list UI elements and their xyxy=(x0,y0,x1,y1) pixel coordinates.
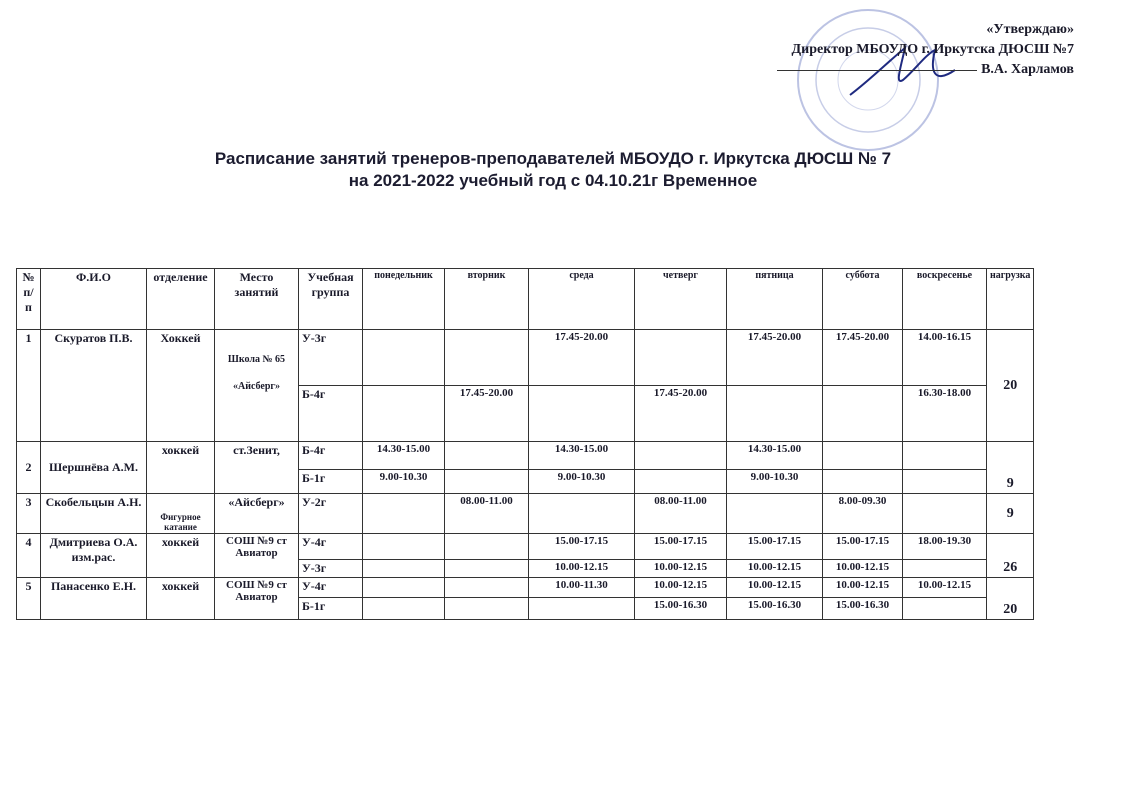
cell-wed: 14.30-15.00 xyxy=(529,442,635,470)
cell-sat: 10.00-12.15 xyxy=(823,578,903,598)
row-fio: Дмитриева О.А. изм.рас. xyxy=(41,534,147,578)
cell-sat: 10.00-12.15 xyxy=(823,560,903,578)
header-group: Учебная группа xyxy=(299,269,363,330)
cell-sun: 18.00-19.30 xyxy=(903,534,987,560)
cell-sun: 16.30-18.00 xyxy=(903,386,987,442)
cell-thu xyxy=(635,330,727,386)
cell-sat: 15.00-16.30 xyxy=(823,598,903,620)
cell-wed xyxy=(529,494,635,534)
cell-mon: 14.30-15.00 xyxy=(363,442,445,470)
cell-mon: 9.00-10.30 xyxy=(363,470,445,494)
row-place-line2: «Айсберг» xyxy=(233,381,280,392)
row-load: 9 xyxy=(987,494,1034,534)
approval-line2: Директор МБОУДО г. Иркутска ДЮСШ №7 xyxy=(791,42,1074,57)
schedule-table xyxy=(16,268,1034,620)
cell-tue xyxy=(445,330,529,386)
cell-sat xyxy=(823,386,903,442)
cell-fri: 14.30-15.00 xyxy=(727,442,823,470)
row-dept: хоккей xyxy=(147,534,215,578)
cell-sun xyxy=(903,494,987,534)
row-place: СОШ №9 ст Авиатор xyxy=(215,578,299,620)
row-load: 20 xyxy=(987,330,1034,442)
row-place: СОШ №9 ст Авиатор xyxy=(215,534,299,578)
row-place-line1: Школа № 65 xyxy=(227,354,286,365)
header-mon: понедельник xyxy=(363,269,445,330)
cell-wed: 17.45-20.00 xyxy=(529,330,635,386)
approval-line1: «Утверждаю» xyxy=(986,22,1074,37)
cell-thu: 15.00-16.30 xyxy=(635,598,727,620)
cell-thu: 17.45-20.00 xyxy=(635,386,727,442)
cell-sun xyxy=(903,560,987,578)
cell-thu: 15.00-17.15 xyxy=(635,534,727,560)
cell-sun xyxy=(903,598,987,620)
approval-block xyxy=(777,20,1074,80)
row-group: Б-4г xyxy=(299,386,363,442)
table-row xyxy=(17,494,1034,534)
cell-fri: 15.00-16.30 xyxy=(727,598,823,620)
header-fri: пятница xyxy=(727,269,823,330)
cell-fri: 10.00-12.15 xyxy=(727,578,823,598)
cell-mon xyxy=(363,494,445,534)
row-group: У-4г xyxy=(299,534,363,560)
header-load: нагрузка xyxy=(987,269,1034,330)
row-dept: Хоккей xyxy=(147,330,215,442)
cell-wed: 9.00-10.30 xyxy=(529,470,635,494)
cell-sat xyxy=(823,470,903,494)
document-title xyxy=(0,148,1126,192)
header-fio: Ф.И.О xyxy=(41,269,147,330)
row-group: У-4г xyxy=(299,578,363,598)
row-fio: Панасенко Е.Н. xyxy=(41,578,147,620)
header-tue: вторник xyxy=(445,269,529,330)
header-wed: среда xyxy=(529,269,635,330)
cell-wed: 15.00-17.15 xyxy=(529,534,635,560)
row-dept: хоккей xyxy=(147,442,215,494)
cell-sun: 10.00-12.15 xyxy=(903,578,987,598)
title-line2: на 2021-2022 учебный год с 04.10.21г Временное xyxy=(348,171,758,190)
header-sat: суббота xyxy=(823,269,903,330)
row-group: У-3г xyxy=(299,330,363,386)
cell-tue xyxy=(445,560,529,578)
row-dept: Фигурное катание xyxy=(147,494,215,534)
row-fio: Скобельцын А.Н. xyxy=(41,494,147,534)
cell-mon xyxy=(363,560,445,578)
cell-fri xyxy=(727,386,823,442)
cell-sun xyxy=(903,442,987,470)
header-sun: воскресенье xyxy=(903,269,987,330)
cell-wed: 10.00-11.30 xyxy=(529,578,635,598)
cell-wed xyxy=(529,386,635,442)
cell-tue xyxy=(445,470,529,494)
cell-tue xyxy=(445,534,529,560)
cell-thu: 10.00-12.15 xyxy=(635,560,727,578)
table-row xyxy=(17,534,1034,560)
row-load: 9 xyxy=(987,442,1034,494)
cell-tue: 08.00-11.00 xyxy=(445,494,529,534)
approval-line3: В.А. Харламов xyxy=(981,62,1074,77)
title-line1: Расписание занятий тренеров-преподавателей МБОУДО г. Иркутска ДЮСШ № 7 xyxy=(214,149,892,168)
header-thu: четверг xyxy=(635,269,727,330)
cell-thu: 10.00-12.15 xyxy=(635,578,727,598)
row-group: Б-4г xyxy=(299,442,363,470)
cell-tue xyxy=(445,442,529,470)
header-dept: отделение xyxy=(147,269,215,330)
cell-fri: 17.45-20.00 xyxy=(727,330,823,386)
cell-tue xyxy=(445,598,529,620)
cell-tue: 17.45-20.00 xyxy=(445,386,529,442)
row-fio: Шершнёва А.М. xyxy=(41,442,147,494)
row-num: 2 xyxy=(17,442,41,494)
table-row xyxy=(17,330,1034,386)
header-row xyxy=(17,269,1034,330)
cell-mon xyxy=(363,534,445,560)
cell-fri: 15.00-17.15 xyxy=(727,534,823,560)
cell-thu: 08.00-11.00 xyxy=(635,494,727,534)
row-fio: Скуратов П.В. xyxy=(41,330,147,442)
cell-mon xyxy=(363,578,445,598)
cell-wed xyxy=(529,598,635,620)
row-num: 4 xyxy=(17,534,41,578)
row-group: У-3г xyxy=(299,560,363,578)
row-num: 5 xyxy=(17,578,41,620)
cell-sat: 15.00-17.15 xyxy=(823,534,903,560)
cell-wed: 10.00-12.15 xyxy=(529,560,635,578)
row-place: «Айсберг» xyxy=(215,494,299,534)
cell-sat xyxy=(823,442,903,470)
row-place: ст.Зенит, xyxy=(215,442,299,494)
cell-mon xyxy=(363,386,445,442)
header-num: № п/п xyxy=(17,269,41,330)
table-row xyxy=(17,442,1034,470)
row-dept: хоккей xyxy=(147,578,215,620)
cell-sat: 17.45-20.00 xyxy=(823,330,903,386)
cell-fri xyxy=(727,494,823,534)
row-load: 26 xyxy=(987,534,1034,578)
row-group: У-2г xyxy=(299,494,363,534)
cell-mon xyxy=(363,598,445,620)
table-row xyxy=(17,578,1034,598)
cell-fri: 9.00-10.30 xyxy=(727,470,823,494)
cell-thu xyxy=(635,470,727,494)
row-group: Б-1г xyxy=(299,598,363,620)
row-num: 3 xyxy=(17,494,41,534)
row-group: Б-1г xyxy=(299,470,363,494)
cell-sun xyxy=(903,470,987,494)
row-load: 20 xyxy=(987,578,1034,620)
cell-mon xyxy=(363,330,445,386)
cell-sun: 14.00-16.15 xyxy=(903,330,987,386)
cell-thu xyxy=(635,442,727,470)
row-place xyxy=(215,330,299,442)
row-num: 1 xyxy=(17,330,41,442)
cell-sat: 8.00-09.30 xyxy=(823,494,903,534)
cell-fri: 10.00-12.15 xyxy=(727,560,823,578)
header-place: Место занятий xyxy=(215,269,299,330)
cell-tue xyxy=(445,578,529,598)
